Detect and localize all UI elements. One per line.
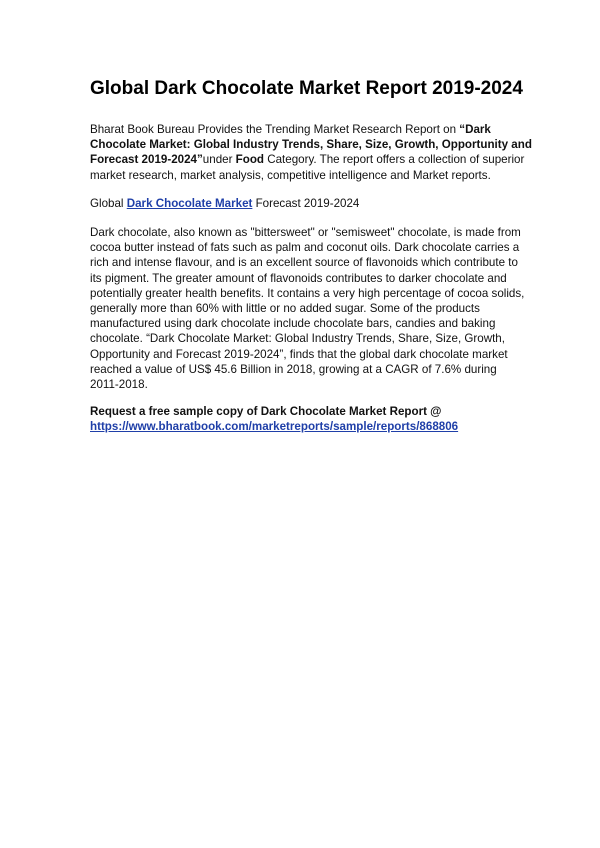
- forecast-suffix: Forecast 2019-2024: [252, 197, 360, 210]
- body-line: rich and intense flavour, and is an excellent source of flavonoids which contribute to: [90, 256, 518, 270]
- intro-category: Food: [235, 153, 264, 167]
- sample-request-text: Request a free sample copy of Dark Chocolate Market Report @: [90, 405, 442, 418]
- body-line: cocoa butter instead of fats such as palm and coconut oils. Dark chocolate carries a: [90, 241, 520, 255]
- body-line: reached a value of US$ 45.6 Billion in 2018, growing at a CAGR of 7.6% during: [90, 362, 497, 376]
- body-line: Opportunity and Forecast 2019-2024”, finds that the global dark chocolate market: [90, 347, 508, 361]
- sample-request-block: [90, 404, 516, 434]
- intro-line-3: Forecast 2019-2024”under Food Category. The report offers a collection of superior: [90, 153, 525, 167]
- forecast-line: [90, 196, 516, 211]
- intro-line-4: market research, market analysis, competitive intelligence and Market reports.: [90, 168, 491, 182]
- body-line: potentially greater health benefits. It contains a very high percentage of cocoa solids,: [90, 286, 525, 300]
- dark-chocolate-market-link[interactable]: Dark Chocolate Market: [126, 197, 253, 210]
- body-line: its pigment. The greater amount of flavonoids contributes to darker chocolate and: [90, 271, 507, 285]
- intro-line-1: [90, 122, 516, 137]
- sample-request-link[interactable]: https://www.bharatbook.com/marketreports/sample/reports/868806: [90, 420, 459, 434]
- body-line: manufactured using dark chocolate include chocolate bars, candies and baking: [90, 317, 496, 331]
- body-line: generally more than 60% with little or no added sugar. Some of the products: [90, 302, 480, 316]
- body-line: chocolate. “Dark Chocolate Market: Global Industry Trends, Share, Size, Growth,: [90, 332, 505, 346]
- intro-report-name-part-3: Forecast 2019-2024”: [90, 153, 203, 167]
- intro-paragraph: [90, 122, 532, 183]
- forecast-prefix: Global: [90, 197, 127, 210]
- page-title: Global Dark Chocolate Market Report 2019-2024: [90, 78, 523, 99]
- body-line: 2011-2018.: [90, 378, 148, 392]
- intro-under: under: [202, 153, 236, 167]
- body-paragraph: [90, 225, 525, 392]
- intro-report-name-part-1: “Dark: [459, 123, 491, 136]
- intro-line-2: Chocolate Market: Global Industry Trends, Share, Size, Growth, Opportunity and: [90, 138, 532, 152]
- intro-lead: Bharat Book Bureau Provides the Trending Market Research Report on: [90, 123, 460, 136]
- body-line: Dark chocolate, also known as "bittersweet" or "semisweet" chocolate, is made from: [90, 226, 521, 239]
